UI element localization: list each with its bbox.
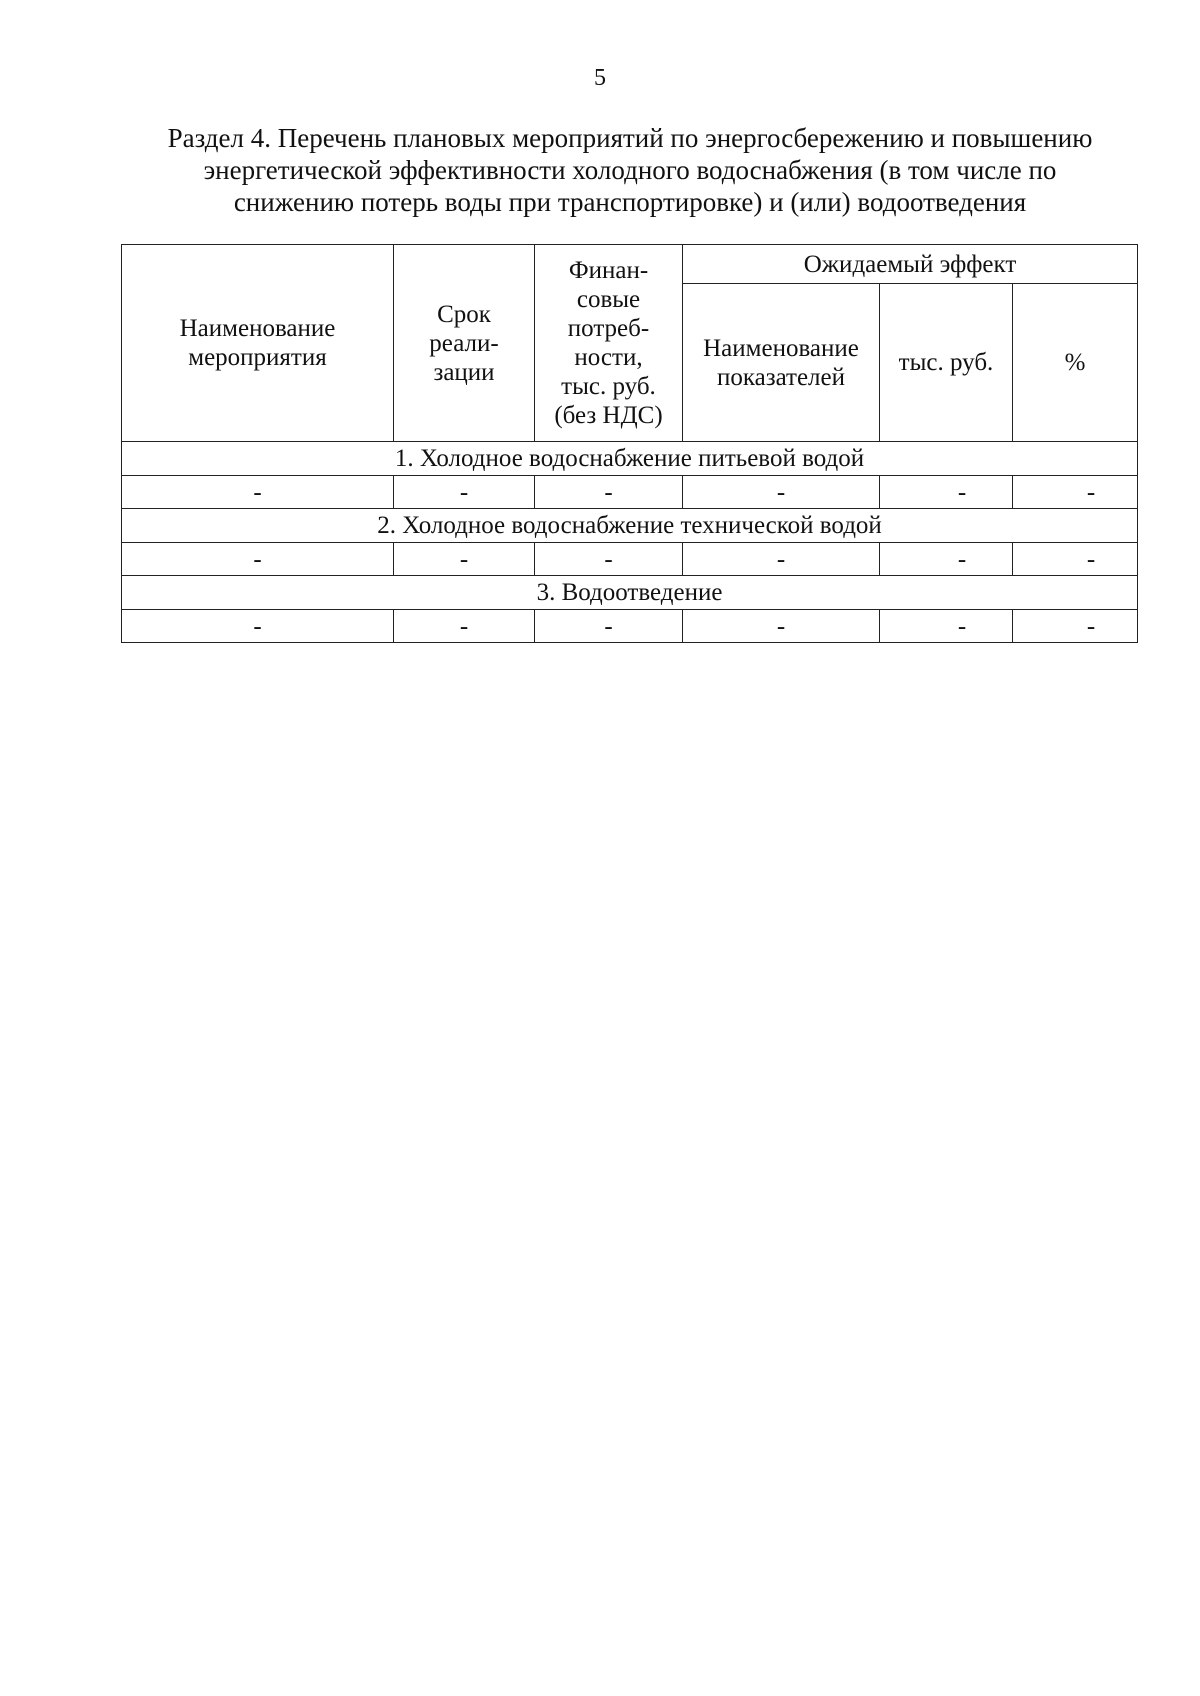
header-text: совые — [576, 286, 641, 313]
header-text: (без НДС) — [554, 402, 663, 429]
table-cell: - — [683, 610, 880, 643]
table-cell: - — [683, 543, 880, 576]
table-cell: - — [1013, 610, 1138, 643]
header-text: тыс. руб. — [561, 373, 656, 400]
table-cell: - — [880, 610, 1013, 643]
section-heading: 2. Холодное водоснабжение технической водой — [122, 509, 1138, 543]
table-cell: - — [394, 610, 535, 643]
table-cell: - — [1013, 476, 1138, 509]
header-text: потреб- — [567, 315, 650, 342]
section-title-line: энергетической эффективности холодного водоснабжения (в том числе по — [203, 155, 1057, 185]
header-text: ности, — [574, 344, 643, 371]
header-term — [394, 245, 535, 442]
header-thousand-rub: тыс. руб. — [880, 284, 1013, 442]
section-title — [120, 122, 1140, 218]
section-heading: 3. Водоотведение — [122, 576, 1138, 610]
section-heading: 1. Холодное водоснабжение питьевой водой — [122, 442, 1138, 476]
measures-table — [121, 244, 1138, 643]
table-cell: - — [535, 610, 683, 643]
table-cell: - — [535, 476, 683, 509]
section-title-line: снижению потерь воды при транспортировке) и (или) водоотведения — [233, 187, 1027, 217]
table-cell: - — [394, 543, 535, 576]
header-text: Наименование — [703, 334, 859, 362]
table-row — [122, 543, 1138, 576]
table-cell: - — [122, 610, 394, 643]
table-cell: - — [394, 476, 535, 509]
header-text: Наименование — [179, 315, 336, 342]
header-text: Финан- — [568, 257, 649, 284]
header-indicators — [683, 284, 880, 442]
table-cell: - — [535, 543, 683, 576]
header-text: зации — [433, 358, 495, 386]
header-text: Срок — [437, 300, 491, 328]
table-row — [122, 476, 1138, 509]
section-row — [122, 442, 1138, 476]
header-text: показателей — [716, 363, 846, 391]
section-row — [122, 509, 1138, 543]
header-text: реали- — [429, 329, 499, 357]
page-number: 5 — [594, 65, 606, 91]
header-finance — [535, 245, 683, 442]
table-row — [122, 610, 1138, 643]
table-cell: - — [122, 476, 394, 509]
table-cell: - — [880, 476, 1013, 509]
section-row — [122, 576, 1138, 610]
table-cell: - — [880, 543, 1013, 576]
table-cell: - — [1013, 543, 1138, 576]
header-percent: % — [1013, 284, 1138, 442]
header-row-top — [122, 245, 1138, 284]
header-measure-name — [122, 245, 394, 442]
table-cell: - — [683, 476, 880, 509]
table-cell: - — [122, 543, 394, 576]
header-text: мероприятия — [188, 344, 327, 371]
section-title-line: Раздел 4. Перечень плановых мероприятий по энергосбережению и повышению — [167, 123, 1093, 153]
header-expected-effect: Ожидаемый эффект — [683, 245, 1138, 284]
